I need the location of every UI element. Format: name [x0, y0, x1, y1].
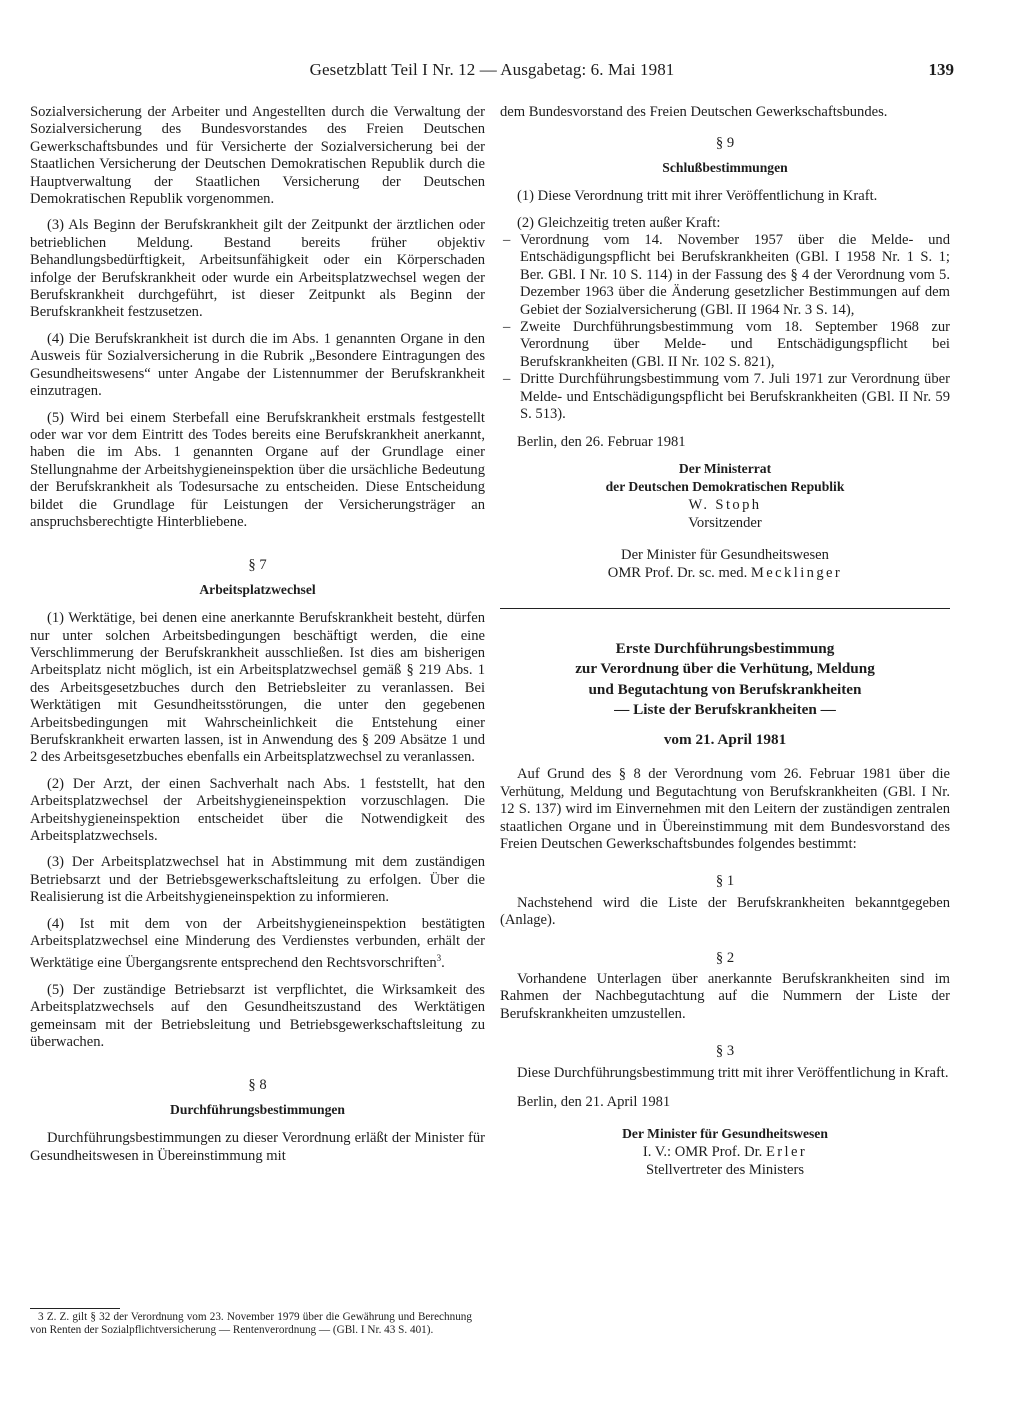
- signatory-role: Vorsitzender: [688, 514, 762, 531]
- signature-block: [500, 460, 950, 532]
- paragraph: (1) Diese Verordnung tritt mit ihrer Veröffentlichung in Kraft.: [517, 188, 878, 205]
- document-date: vom 21. April 1981: [663, 730, 787, 748]
- paragraph: dem Bundesvorstand des Freien Deutschen Gewerkschaftsbundes.: [500, 104, 888, 120]
- section-number: § 9: [715, 135, 735, 152]
- footnote-marker: 3: [436, 953, 442, 964]
- section-number: § 8: [248, 1077, 267, 1094]
- signature-organization: Der Ministerrat: [678, 460, 772, 476]
- signatory-prefix: I. V.: OMR Prof. Dr.: [642, 1144, 763, 1161]
- paragraph: (2) Gleichzeitig treten außer Kraft:: [517, 214, 721, 231]
- signatory-line: [500, 1143, 950, 1161]
- signature-block: [500, 546, 950, 582]
- footnote: [30, 1311, 472, 1337]
- signature-block: [500, 1125, 950, 1179]
- document-title-line: zur Verordnung über die Verhütung, Meldung: [575, 660, 875, 678]
- section-number: § 3: [715, 1043, 735, 1060]
- paragraph: (5) Der zuständige Betriebsarzt ist verpflichtet, die Wirksamkeit des Arbeitsplatzwechsels auf den Gesundheitszustand des Werktätigen gemeinsam mit der Betriebsleitung und Betriebsgewerkschaftsleitung zu überwachen.: [30, 981, 485, 1050]
- paragraph: (5) Wird bei einem Sterbefall eine Berufskrankheit erstmals festgestellt oder war vor dem Eintritt des Todes bereits eine Berufskrankheit anerkannt, haben die im Abs. 1 genannten Organe auf der Grundlage einer Stellungnahme der Arbeitshygieneinspektion über die ursächliche Bedeutung der Berufskrankheit als Todesursache zu entscheiden. Diese Entscheidung bildet die Grundlage für Leistungen der Versicherungsträger an anspruchsberechtigte Hinterbliebene.: [30, 409, 485, 530]
- header-title: Gesetzblatt Teil I Nr. 12 — Ausgabetag: 6. Mai 1981: [309, 60, 675, 79]
- signatory-prefix: OMR Prof. Dr. sc. med.: [607, 564, 748, 581]
- signature-organization: der Deutschen Demokratischen Republik: [605, 478, 845, 494]
- paragraph: Vorhandene Unterlagen über anerkannte Berufskrankheiten sind im Rahmen der Nachbegutachtung auf die Nummern der Liste der Berufskrankheiten umzustellen.: [500, 970, 950, 1022]
- section-number: § 1: [715, 873, 735, 890]
- document-title-line: und Begutachtung von Berufskrankheiten: [588, 680, 862, 698]
- section-title: Arbeitsplatzwechsel: [199, 581, 316, 597]
- document-title-line: Erste Durchführungsbestimmung: [615, 639, 835, 657]
- document-title: [500, 639, 950, 721]
- paragraph: (3) Als Beginn der Berufskrankheit gilt der Zeitpunkt der ärztlichen oder betrieblichen Meldung. Bestand bereits früher objektiv Behandlungsbedürftigkeit, Arbeitsunfähigkeit oder ein Körperschaden infolge der Berufskrankheit oder wurde ein Arbeitsplatzwechsel wegen der Berufskrankheit durchgeführt, ist dieser Zeitpunkt als Beginn der Berufskrankheit festzusetzen.: [30, 217, 485, 321]
- list-item: – Dritte Durchführungsbestimmung vom 7. Juli 1971 zur Verordnung über Melde- und Entschädigungspflicht bei Berufskrankheiten (GBl. II Nr. 59 S. 513).: [500, 371, 950, 423]
- paragraph: Sozialversicherung der Arbeiter und Angestellten durch die Verwaltung der Sozialversicherung des Bundesvorstandes des Freien Deutschen Gewerkschaftsbundes und für Versicherte der Sozialversicherung bei der Staatlichen Versicherung der Deutschen Demokratischen Republik durch die Hauptverwaltung der Staatlichen Versicherung der Deutschen Demokratischen Republik vorgenommen.: [30, 104, 485, 208]
- footnote-divider: [30, 1308, 120, 1309]
- repeal-list: [500, 232, 950, 423]
- paragraph: Diese Durchführungsbestimmung tritt mit ihrer Veröffentlichung in Kraft.: [517, 1064, 949, 1081]
- page-header: [30, 60, 954, 84]
- paragraph: Auf Grund des § 8 der Verordnung vom 26. Februar 1981 über die Verhütung, Meldung und Begutachtung von Berufskrankheiten (GBl. I Nr. 12 S. 137) wird im Einvernehmen mit den Leitern der zuständigen zentralen staatlichen Organe und in Übereinstimmung mit dem Bundesvorstand des Freien Deutschen Gewerkschaftsbundes folgendes bestimmt:: [500, 766, 950, 852]
- section-title: Durchführungsbestimmungen: [170, 1101, 345, 1117]
- paragraph: (1) Werktätige, bei denen eine anerkannte Berufskrankheit besteht, dürfen nur unter solchen Arbeitsbedingungen beschäftigt werden, die eine Verschlimmerung der Berufskrankheit ausschließen. Ist dies am bisherigen Arbeitsplatz nicht möglich, ist ein Arbeitsplatzwechsel gemäß § 219 Abs. 1 des Arbeitsgesetzbuches durch den Betriebsleiter zu veranlassen. Bei Werktätigen mit Gesundheitsstörungen, die unter den gegebenen Arbeitsbedingungen mit Wahrscheinlichkeit die Entstehung einer Berufskrankheit erwarten lassen, ist in Anwendung des § 209 Absätze 1 und 2 des Arbeitsgesetzbuches ebenfalls ein Arbeitsplatzwechsel zu veranlassen.: [30, 610, 485, 766]
- paragraph: (4) Die Berufskrankheit ist durch die im Abs. 1 genannten Organe in den Ausweis für Sozialversicherung in die Rubrik „Besondere Eintragungen des Gesundheitswesens“ unter Angabe der Listennummer der Berufskrankheit einzutragen.: [30, 330, 485, 400]
- paragraph: Nachstehend wird die Liste der Berufskrankheiten bekanntgegeben (Anlage).: [500, 894, 950, 929]
- footnote-text: 3 Z. Z. gilt § 32 der Verordnung vom 23. November 1979 über die Gewährung und Berechnung von Renten der Sozialpflichtversicherung — Rentenverordnung — (GBl. I Nr. 43 S. 401).: [30, 1311, 472, 1336]
- page-number: 139: [928, 60, 954, 79]
- section-title: Schlußbestimmungen: [662, 159, 788, 175]
- left-column: [30, 104, 485, 1174]
- section-divider: [500, 608, 950, 609]
- paragraph: [30, 916, 485, 973]
- list-item: – Verordnung vom 14. November 1957 über die Melde- und Entschädigungspflicht bei Berufskrankheiten (GBl. I 1958 Nr. 1 S. 1; Ber. GBl. I Nr. 10 S. 114) in der Fassung des § 4 der Verordnung vom 5. Dezember 1963 über die Änderung gesetzlicher Bestimmungen auf dem Gebiet der Sozialversicherung (GBl. II 1964 Nr. 3 S. 14),: [500, 232, 950, 319]
- paragraph-end: .: [441, 955, 445, 972]
- signatory-name: Mecklinger: [750, 564, 843, 581]
- paragraph: Durchführungsbestimmungen zu dieser Verordnung erläßt der Minister für Gesundheitswesen in Übereinstimmung mit: [30, 1130, 485, 1164]
- list-item: – Zweite Durchführungsbestimmung vom 18. September 1968 zur Verordnung über Melde- und Entschädigungspflicht bei Berufskrankheiten (GBl. II Nr. 102 S. 821),: [500, 319, 950, 371]
- signatory-title: Der Minister für Gesundheitswesen: [622, 1126, 828, 1142]
- paragraph: (2) Der Arzt, der einen Sachverhalt nach Abs. 1 feststellt, hat den Arbeitsplatzwechsel der Arbeitshygieneinspektion vorzuschlagen. Die Arbeitshygieneinspektion entscheidet über die Notwendigkeit des Arbeitsplatzwechsels.: [30, 775, 485, 845]
- document-title-line: — Liste der Berufskrankheiten —: [614, 701, 836, 719]
- paragraph: (3) Der Arbeitsplatzwechsel hat in Abstimmung mit dem zuständigen Betriebsarzt und der Betriebsgewerkschaftsleitung zu erfolgen. Über die Realisierung ist die Arbeitshygieneinspektion zu informieren.: [30, 854, 485, 906]
- signatory-name: Erler: [765, 1144, 808, 1161]
- signatory-role: Stellvertreter des Ministers: [645, 1162, 805, 1179]
- section-number: § 2: [715, 949, 735, 966]
- signatory-title: Der Minister für Gesundheitswesen: [621, 546, 829, 563]
- place-date: Berlin, den 21. April 1981: [517, 1094, 671, 1110]
- right-column: [500, 104, 950, 1189]
- paragraph-text: (4) Ist mit dem von der Arbeitshygieneinspektion bestätigten Arbeitsplatzwechsel eine Minderung des Verdienstes verbunden, erhält der Werktätige eine Übergangsrente entsprechend den Rechtsvorschriften: [30, 915, 485, 972]
- section-number: § 7: [248, 557, 267, 574]
- signatory-name: W. Stoph: [688, 496, 762, 513]
- signatory-line: [500, 564, 950, 582]
- place-date: Berlin, den 26. Februar 1981: [517, 433, 686, 450]
